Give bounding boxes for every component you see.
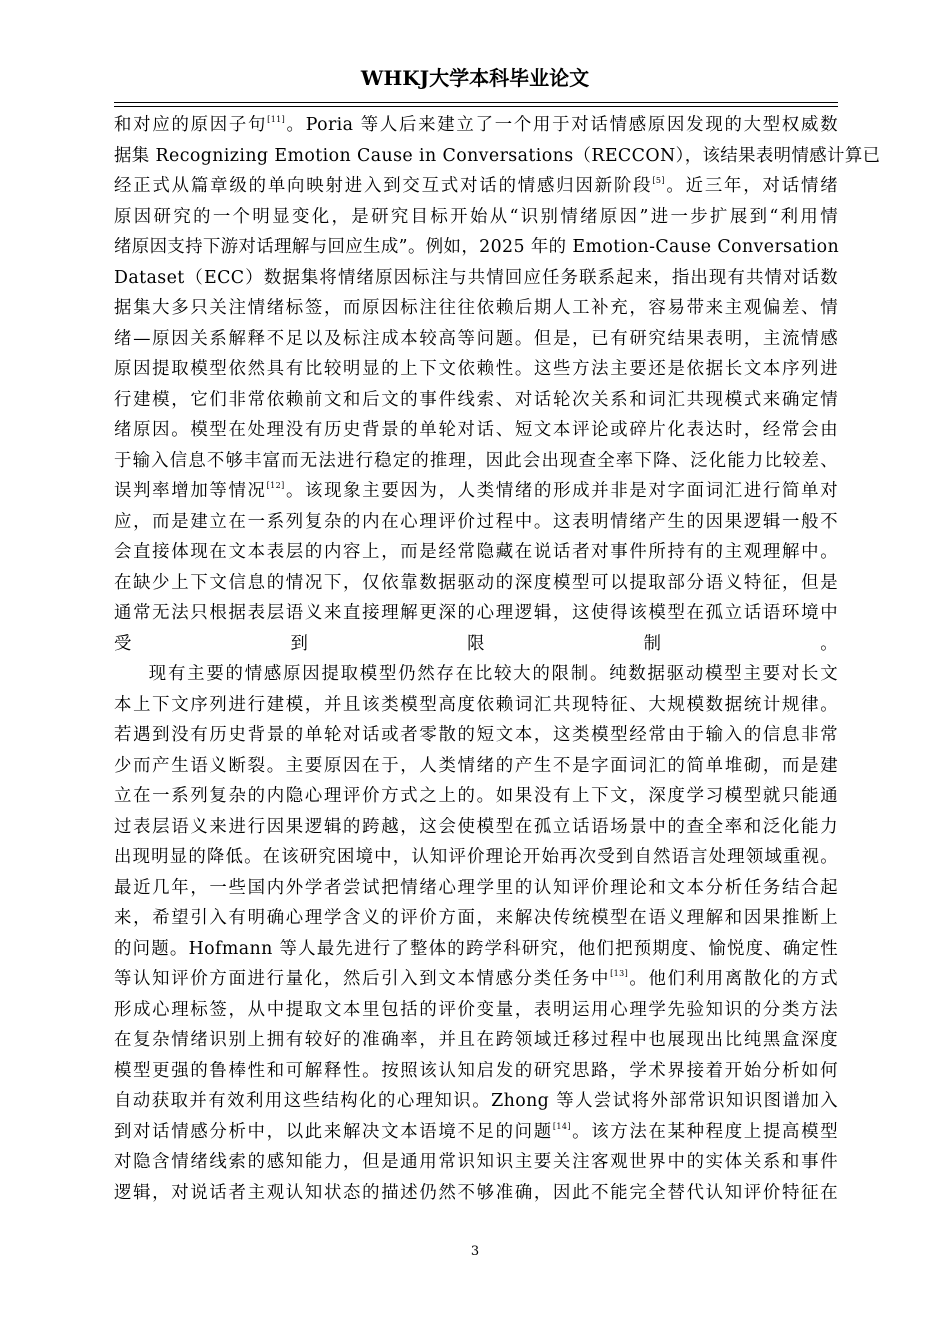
text-line: 到对话情感分析中，以此来解决文本语境不足的问题[14]。该方法在某种程度上提高模型 [114,1121,838,1142]
text-line: 绪—原因关系解释不足以及标注成本较高等问题。但是，已有研究结果表明，主流情感 [114,328,838,349]
text-line: 据集 Recognizing Emotion Cause in Conversations（RECCON），该结果表明情感计算已 [114,145,881,166]
text-line: 绪原因。模型在处理没有历史背景的单轮对话、短文本评论或碎片化表达时，经常会由 [114,420,838,440]
text-line: 据集大多只关注情绪标签，而原因标注往往依赖后期人工补充，容易带来主观偏差、情 [114,298,838,318]
text-line: 最近几年，一些国内外学者尝试把情绪心理学里的认知评价理论和文本分析任务结合起 [114,877,838,898]
page-number: 3 [470,1244,480,1259]
citation: [13] [610,969,629,978]
text-line: Dataset（ECC）数据集将情绪原因标注与共情回应任务联系起来，指出现有共情对话数 [114,267,838,288]
text-line: 和对应的原因子句[11]。Poria 等人后来建立了一个用于对话情感原因发现的大型权威数 [114,115,838,135]
text-line: 少而产生语义断裂。主要原因在于，人类情绪的产生不是字面词汇的简单堆砌，而是建 [114,755,838,776]
text-line: 应，而是建立在一系列复杂的内在心理评价过程中。这表明情绪产生的因果逻辑一般不 [114,511,838,532]
text-line: 现有主要的情感原因提取模型仍然存在比较大的限制。纯数据驱动模型主要对长文 [148,664,838,684]
text-line: 的问题。Hofmann 等人最先进行了整体的跨学科研究，他们把预期度、愉悦度、确定性 [114,938,838,959]
text-line: 会直接体现在文本表层的内容上，而是经常隐藏在说话者对事件所持有的主观理解中。 [114,542,838,562]
text-line: 经正式从篇章级的单向映射进入到交互式对话的情感归因新阶段[5]。近三年，对话情绪 [114,176,838,196]
citation: [12] [266,481,285,490]
text-line: 若遇到没有历史背景的单轮对话或者零散的短文本，这类模型经常由于输入的信息非常 [114,725,838,745]
text-line: 误判率增加等情况[12]。该现象主要因为，人类情绪的形成并非是对字面词汇进行简单对 [114,481,838,501]
text-line: 过表层语义来进行因果逻辑的跨越，这会使模型在孤立话语场景中的查全率和泛化能力 [114,816,838,837]
text-line: 在复杂情绪识别上拥有较好的准确率，并且在跨领域迁移过程中也展现出比纯黑盒深度 [114,1030,838,1050]
body-text [114,110,881,1208]
text-line: 原因研究的一个明显变化，是研究目标开始从“识别情绪原因”进一步扩展到“利用情 [114,206,838,227]
text-line: 模型更强的鲁棒性和可解释性。按照该认知启发的研究思路，学术界接着开始分析如何 [114,1060,838,1081]
citation: [14] [552,1121,571,1131]
paragraph-2 [114,659,838,1208]
citation: [5] [652,176,665,185]
header-rule-bottom [114,106,838,107]
text-line: 原因提取模型依然具有比较明显的上下文依赖性。这些方法主要还是依据长文本序列进 [114,359,838,379]
text-line: 立在一系列复杂的内隐心理评价方式之上的。如果没有上下文，深度学习模型就只能通 [114,786,838,806]
text-line: 自动获取并有效利用这些结构化的心理知识。Zhong 等人尝试将外部常识知识图谱加入 [114,1091,838,1111]
text-line: 对隐含情绪线索的感知能力，但是通用常识知识主要关注客观世界中的实体关系和事件 [114,1152,838,1172]
text-line: 受到限制。 [114,633,838,654]
text-line: 来，希望引入有明确心理学含义的评价方面，来解决传统模型在语义理解和因果推断上 [114,908,838,928]
text-line: 于输入信息不够丰富而无法进行稳定的推理，因此会出现查全率下降、泛化能力比较差、 [114,450,838,471]
text-line: 出现明显的降低。在该研究困境中，认知评价理论开始再次受到自然语言处理领域重视。 [114,847,838,867]
header-rule-top [114,102,838,103]
page-header-title: WHKJ大学本科毕业论文 [360,66,590,90]
text-line: 本上下文序列进行建模，并且该类模型高度依赖词汇共现特征、大规模数据统计规律。 [114,694,838,715]
text-line: 在缺少上下文信息的情况下，仅依靠数据驱动的深度模型可以提取部分语义特征，但是 [114,572,838,593]
text-line: 形成心理标签，从中提取文本里包括的评价变量，表明运用心理学先验知识的分类方法 [114,999,838,1020]
text-line: 通常无法只根据表层语义来直接理解更深的心理逻辑，这使得该模型在孤立话语环境中 [114,603,838,623]
paragraph-1 [114,110,881,659]
text-line: 逻辑，对说话者主观认知状态的描述仍然不够准确，因此不能完全替代认知评价特征在 [114,1182,838,1203]
text-line: 绪原因支持下游对话理解与回应生成”。例如，2025 年的 Emotion-Cause Conversation [114,237,840,257]
text-line: 等认知评价方面进行量化，然后引入到文本情感分类任务中[13]。他们利用离散化的方式 [114,969,839,989]
citation: [11] [267,115,286,124]
text-line: 行建模，它们非常依赖前文和后文的事件线索、对话轮次关系和词汇共现模式来确定情 [114,389,838,410]
